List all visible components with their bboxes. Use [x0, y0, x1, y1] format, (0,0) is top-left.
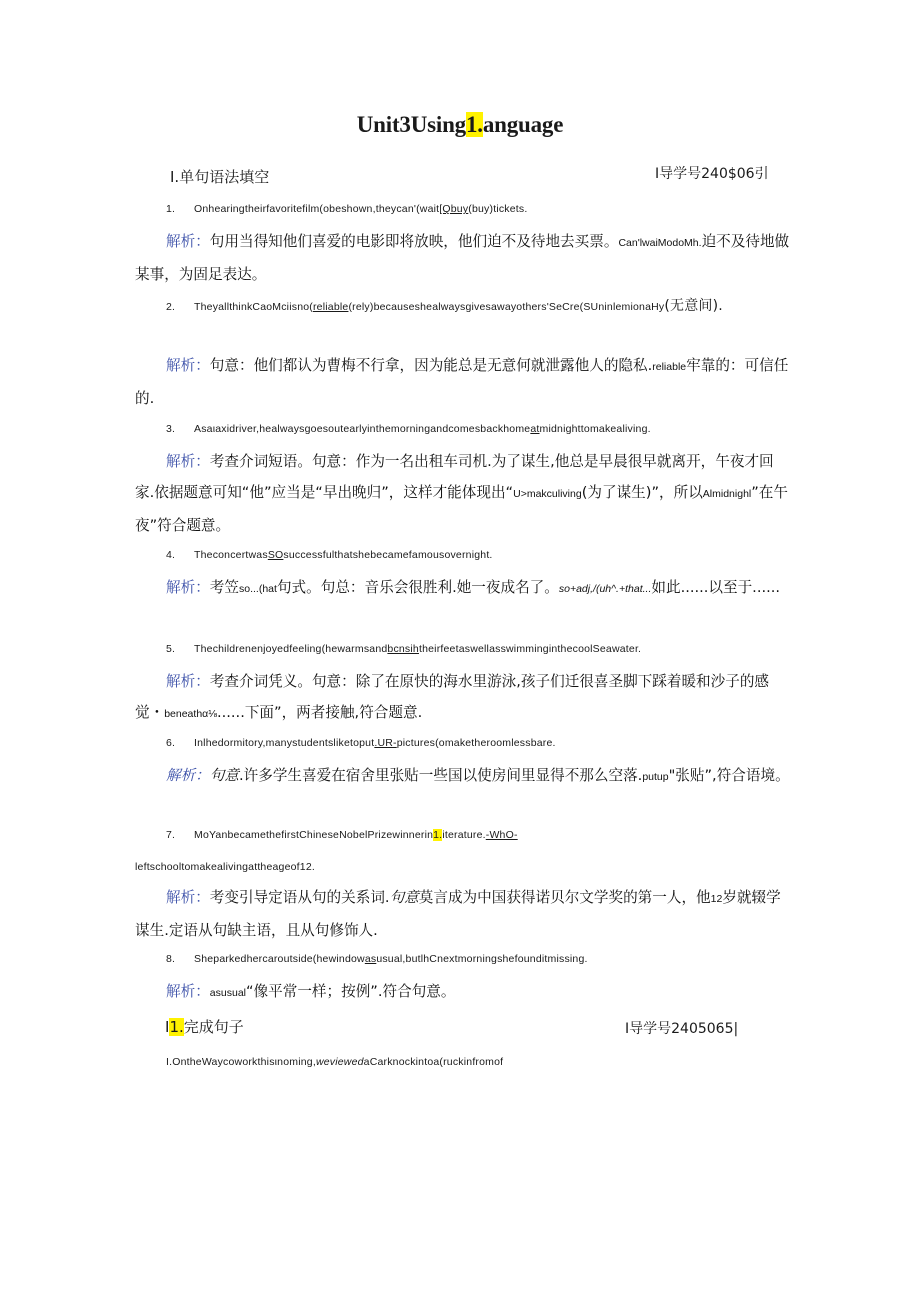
analysis-2: 解析：句意：他们都认为曹梅不行拿，因为能总是无意何就泄露他人的隐私.reliable牢靠的：可信任的.	[135, 357, 789, 407]
answer-blank: bcnsih	[387, 643, 419, 655]
question-5: 5. Thechildrenenjoyedfeeling(hewarmsandbcnsihtheirfeetaswellasswimminginthecoolSeawater.	[166, 643, 642, 655]
question-4: 4. TheconcertwasSOsuccessfulthatshebecamefamousovernight.	[166, 549, 493, 561]
reference-number: I导学号240$06引	[655, 166, 769, 182]
title-highlight: 1.	[465, 112, 483, 137]
answer-blank: [Qbuy	[439, 203, 469, 215]
analysis-4: 解析：考笠so...(hat句式。句总：音乐会很胜利.她一夜成名了。so+adj,/(uh^.+that...如此......以至于......	[166, 579, 781, 596]
analysis-8: 解析：asusual“像平常一样；按例”.符合句意。	[166, 983, 456, 1000]
answer-blank: SO	[267, 549, 284, 561]
question-3: 3. Asaιaxidriver,healwaysgoesoutearlyinthemorningandcomesbackhomeatmidnighttomakealiving.	[166, 423, 651, 435]
analysis-3: 解析：考查介词短语。句意：作为一名出租车司机.为了谋生,他总是早晨很早就离开，午夜才回家.依据题意可知“他”应当是“早出晚归”，这样才能体现出“U>makculiving(为了谋生)”，所以Almidnighl”在午夜”符合题意。	[135, 453, 788, 534]
text-highlight: 1.	[169, 1018, 184, 1036]
answer-blank: as	[364, 953, 377, 965]
text-highlight: 1.	[433, 829, 443, 841]
analysis-6: 解析：句意.许多学生喜爱在宿舍里张贴一些国以使房间里显得不那么空落.putup"张贴”,符合语境。	[166, 767, 790, 784]
analysis-7: 解析：考变引导定语从句的关系词.句意莫言成为中国获得诺贝尔文学奖的第一人，他12岁就辍学谋生.定语从句缺主语，且从句修饰人.	[135, 889, 781, 939]
analysis-1: 解析：句用当得知他们喜爱的电影即将放映，他们迫不及待地去买票。Can'lwaiModoMh.迫不及待地做某事，为固足表达。	[135, 233, 790, 283]
question-7: 7. MoYanbecamethefirstChineseNobelPrizewinnerin1.iterature.-WhO-	[166, 829, 518, 841]
analysis-5: 解析：考查介词凭义。句意：除了在原快的海水里游泳,孩子们迁很喜圣脚下踩着暖和沙子的感觉・beneathα⅛......下面”，两者接触,符合题意.	[135, 673, 770, 721]
page-title: Unit3Using1.anguage	[356, 112, 564, 137]
section-heading-2: I1.完成句子	[165, 1018, 244, 1036]
sentence-1: I.OntheWaycoworkthisιnoming,weviewedaCarknockintoa(ruckinfromof	[166, 1056, 504, 1068]
reference-number-2: I导学号2405065|	[625, 1021, 739, 1037]
question-7-continued: leftschooltomakealivingattheageof12.	[135, 861, 315, 873]
answer-blank: .UR-	[374, 737, 397, 749]
question-6: 6. Inlhedormitory,manystudentsliketoput.UR-pictures(omaketheroomlessbare.	[166, 737, 556, 749]
section-heading: I.单句语法填空	[170, 168, 270, 186]
answer-blank: reliable	[312, 301, 349, 313]
answer-blank: -WhO-	[485, 829, 518, 841]
question-1: 1. Onhearingtheirfavoritefilm(obeshown,theycan'(wait[Qbuy(buy)tickets.	[166, 203, 528, 215]
question-2: 2. TheyallthinkCaoMciisno(reliable(rely)becauseshealwaysgivesawayothers'SeCre(SUninlemionaHy(无意间).	[166, 298, 723, 314]
question-8: 8. Sheparkedhercaroutside(hewindowasusual,butlhCnextmorningshefounditmissing.	[166, 953, 588, 965]
answer-blank: at	[530, 423, 540, 435]
